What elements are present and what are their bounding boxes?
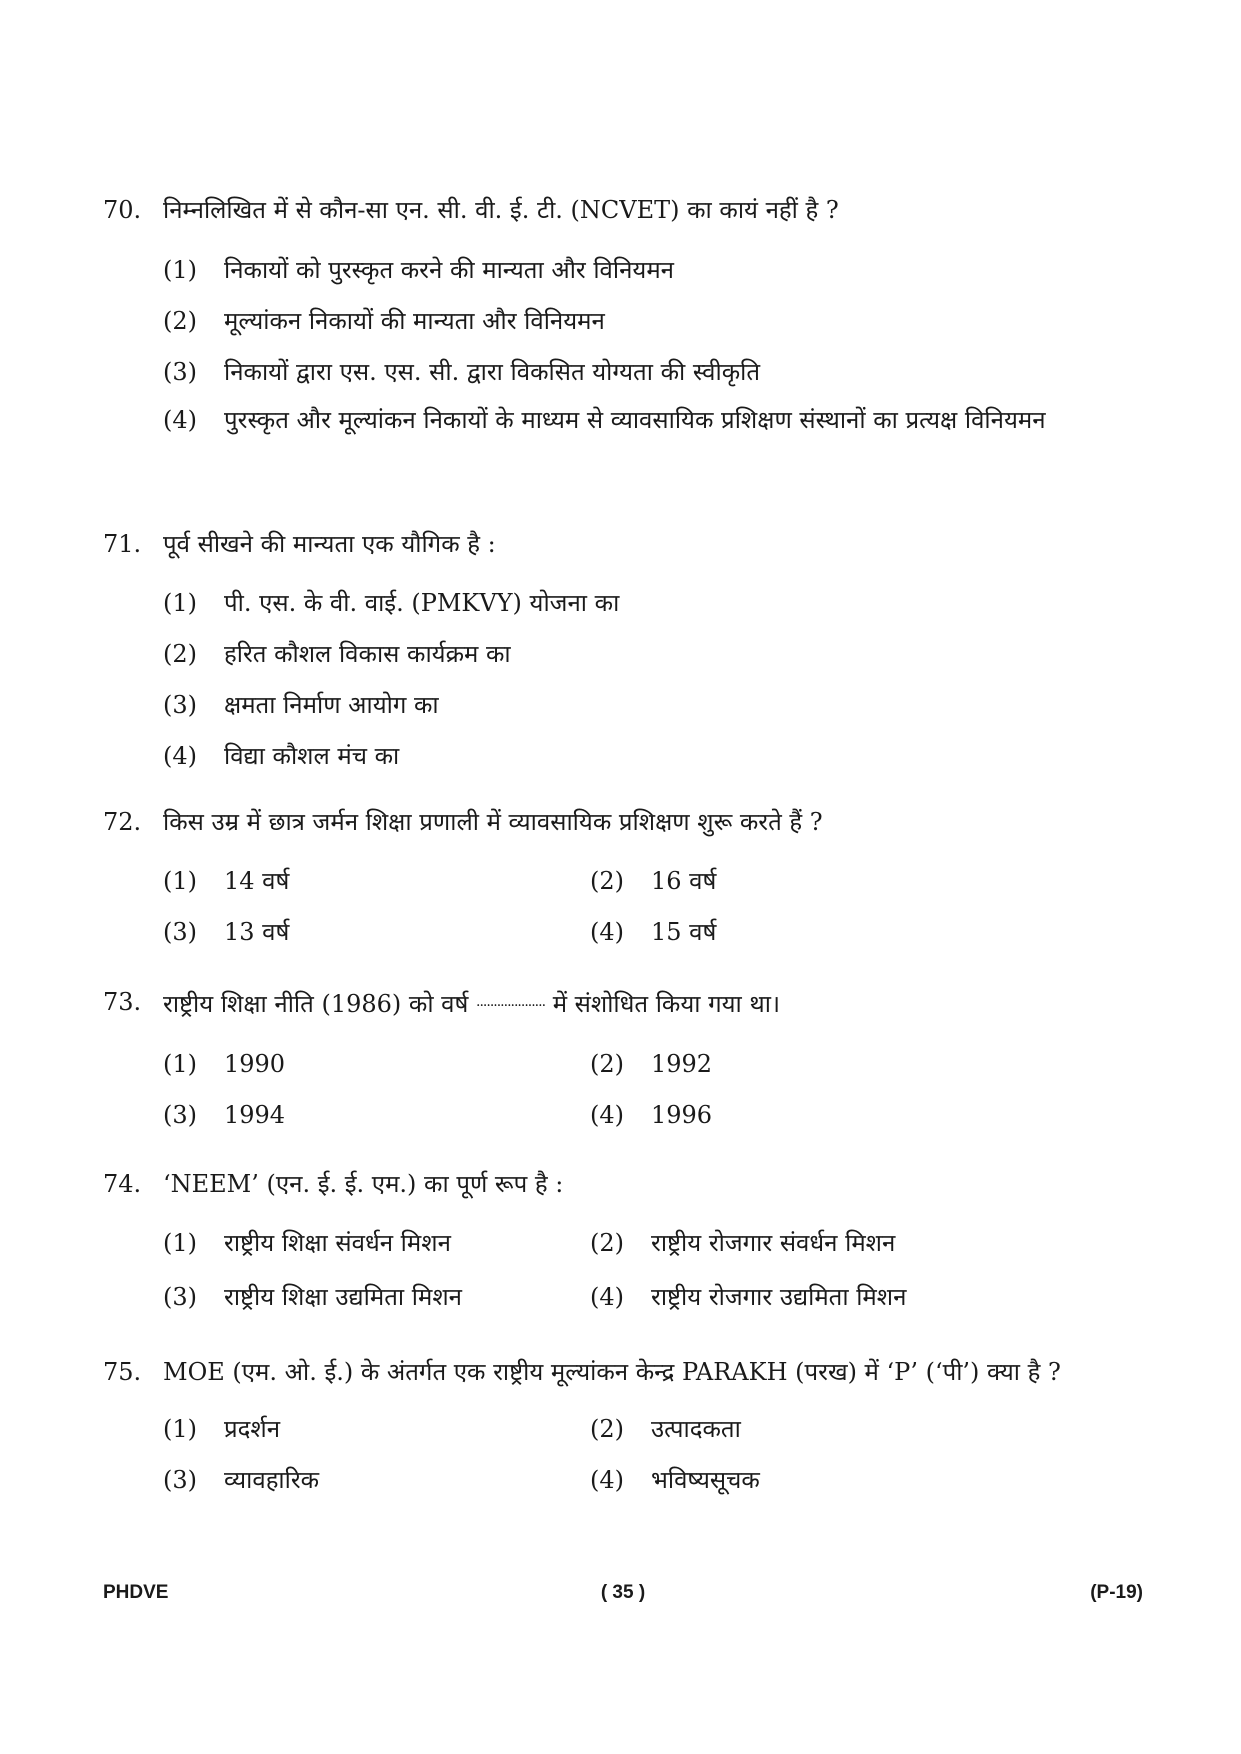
- page-footer: [103, 1582, 1143, 1612]
- option-3: (3) 1994: [163, 1101, 286, 1129]
- option-1: (1) 1990: [163, 1050, 286, 1078]
- fill-in-blank: ....................: [476, 994, 546, 1010]
- question-number: 74.: [103, 1170, 142, 1198]
- question-74: [103, 1158, 1143, 1323]
- option-4: (4) राष्ट्रीय रोजगार उद्यमिता मिशन: [590, 1283, 907, 1311]
- series-code: (P-19): [1090, 1582, 1143, 1603]
- option-2: (2) मूल्यांकन निकायों की मान्यता और विनियमन: [163, 307, 605, 335]
- question-text: पूर्व सीखने की मान्यता एक यौगिक है :: [163, 530, 496, 558]
- option-4: (4) 15 वर्ष: [590, 918, 717, 946]
- option-3: (3) राष्ट्रीय शिक्षा उद्यमिता मिशन: [163, 1283, 462, 1311]
- option-2: (2) 16 वर्ष: [590, 867, 717, 895]
- option-1: (1) पी. एस. के वी. वाई. (PMKVY) योजना का: [163, 589, 620, 617]
- question-text: राष्ट्रीय शिक्षा नीति (1986) को वर्ष .................... में संशोधित किया गया था।: [163, 990, 781, 1018]
- question-number: 71.: [103, 530, 142, 558]
- question-73: [103, 976, 1143, 1141]
- question-number: 73.: [103, 988, 142, 1016]
- question-72: [103, 796, 1143, 958]
- option-1: (1) राष्ट्रीय शिक्षा संवर्धन मिशन: [163, 1229, 451, 1257]
- paper-code: PHDVE: [103, 1582, 169, 1603]
- page-number: ( 35 ): [600, 1582, 646, 1603]
- question-number: 72.: [103, 808, 142, 836]
- option-3: (3) व्यावहारिक: [163, 1466, 320, 1494]
- question-number: 75.: [103, 1358, 142, 1386]
- question-text: किस उम्र में छात्र जर्मन शिक्षा प्रणाली में व्यावसायिक प्रशिक्षण शुरू करते हैं ?: [163, 808, 823, 836]
- option-4: (4) पुरस्कृत और मूल्यांकन निकायों के माध्यम से व्यावसायिक प्रशिक्षण संस्थानों का प्रत्यक्ष विनियमन: [163, 406, 1046, 434]
- question-70: [103, 184, 1143, 442]
- option-3: (3) 13 वर्ष: [163, 918, 290, 946]
- question-text: ‘NEEM’ (एन. ई. ई. एम.) का पूर्ण रूप है :: [163, 1170, 564, 1198]
- option-2: (2) हरित कौशल विकास कार्यक्रम का: [163, 640, 511, 668]
- question-text: निम्नलिखित में से कौन-सा एन. सी. वी. ई. टी. (NCVET) का कायं नहीं है ?: [163, 196, 839, 224]
- option-2: (2) उत्पादकता: [590, 1415, 741, 1443]
- question-text: MOE (एम. ओ. ई.) के अंतर्गत एक राष्ट्रीय मूल्यांकन केन्द्र PARAKH (परख) में ‘P’ (‘पी’) क्या है ?: [163, 1358, 1061, 1386]
- question-71: [103, 518, 1143, 782]
- option-3: (3) क्षमता निर्माण आयोग का: [163, 691, 439, 719]
- option-1: (1) प्रदर्शन: [163, 1415, 281, 1443]
- option-1: (1) 14 वर्ष: [163, 867, 290, 895]
- option-1: (1) निकायों को पुरस्कृत करने की मान्यता और विनियमन: [163, 256, 675, 284]
- option-4: (4) 1996: [590, 1101, 713, 1129]
- option-4: (4) विद्या कौशल मंच का: [163, 742, 400, 770]
- option-2: (2) राष्ट्रीय रोजगार संवर्धन मिशन: [590, 1229, 896, 1257]
- option-4: (4) भविष्यसूचक: [590, 1466, 760, 1494]
- question-75: [103, 1346, 1143, 1506]
- option-3: (3) निकायों द्वारा एस. एस. सी. द्वारा विकसित योग्यता की स्वीकृति: [163, 358, 761, 386]
- question-number: 70.: [103, 196, 142, 224]
- option-2: (2) 1992: [590, 1050, 713, 1078]
